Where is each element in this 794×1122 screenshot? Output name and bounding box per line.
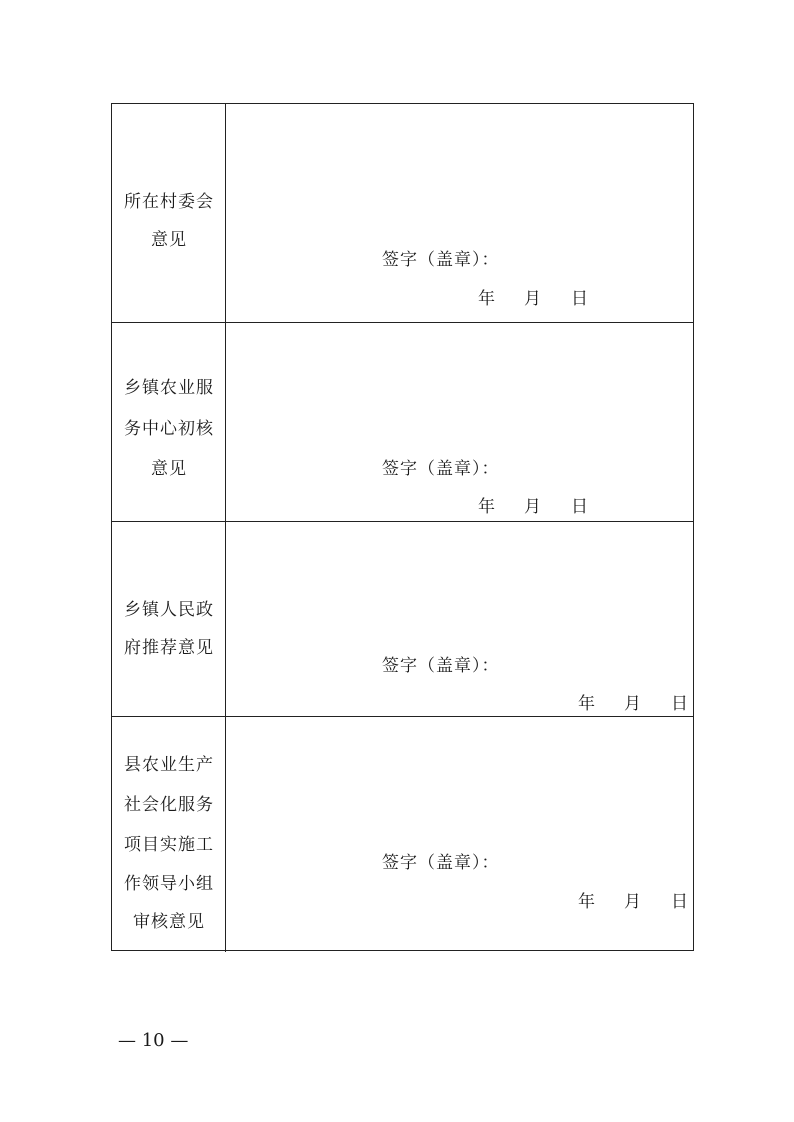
row-label-line: 意见	[151, 459, 187, 479]
row-label-line: 审核意见	[133, 912, 205, 932]
row-label-line: 项目实施工	[124, 835, 214, 855]
date-day: 日	[571, 289, 588, 309]
date-year: 年	[478, 289, 495, 309]
township-government-label-cell	[112, 522, 226, 716]
village-committee-row	[112, 104, 693, 323]
date-day: 日	[571, 497, 588, 517]
date-month: 月	[524, 497, 541, 517]
county-leadership-group-row	[112, 717, 693, 952]
date-day: 日	[671, 694, 688, 714]
date-month: 月	[624, 694, 641, 714]
date-day: 日	[671, 892, 688, 912]
signature-label: 签字（盖章）：	[382, 250, 500, 270]
township-agri-service-label-cell	[112, 323, 226, 521]
approval-form-table	[111, 103, 694, 951]
date-year: 年	[578, 694, 595, 714]
county-leadership-group-label-cell	[112, 717, 226, 952]
row-label-line: 意见	[151, 230, 187, 250]
village-committee-label-cell	[112, 104, 226, 322]
date-year: 年	[478, 497, 495, 517]
row-label-line: 所在村委会	[124, 192, 214, 212]
signature-label: 签字（盖章）：	[382, 459, 500, 479]
row-label-line: 务中心初核	[124, 419, 214, 439]
date-year: 年	[578, 892, 595, 912]
date-month: 月	[524, 289, 541, 309]
row-label-line: 县农业生产	[124, 755, 214, 775]
township-government-row	[112, 522, 693, 717]
township-agri-service-row	[112, 323, 693, 522]
signature-label: 签字（盖章）：	[382, 853, 500, 873]
page-number: — 10 —	[118, 1030, 189, 1051]
signature-label: 签字（盖章）：	[382, 656, 500, 676]
date-month: 月	[624, 892, 641, 912]
row-label-line: 社会化服务	[124, 795, 214, 815]
row-label-line: 府推荐意见	[124, 638, 214, 658]
row-label-line: 乡镇农业服	[124, 378, 214, 398]
row-label-line: 乡镇人民政	[124, 600, 214, 620]
row-label-line: 作领导小组	[124, 874, 214, 894]
